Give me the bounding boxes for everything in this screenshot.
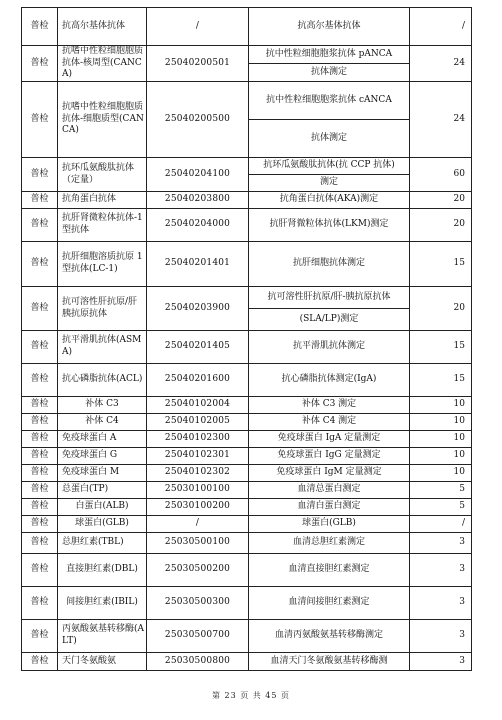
table-row — [22, 8, 472, 46]
cell-price: 10 — [410, 414, 472, 431]
cell-charge-item: 抗环瓜氨酸肽抗体(抗 CCP 抗体) — [249, 158, 410, 175]
cell-charge-item: 免疫球蛋白 IgA 定量测定 — [249, 431, 410, 448]
cell-item-name: 白蛋白(ALB) — [58, 499, 147, 516]
cell-code: 25040102004 — [147, 397, 249, 414]
cell-code: 25040102302 — [147, 465, 249, 482]
cell-charge-item: 免疫球蛋白 IgM 定量测定 — [249, 465, 410, 482]
cell-type: 普检 — [22, 431, 58, 448]
cell-price: 24 — [410, 82, 472, 158]
cell-charge-item: 抗肝肾微粒体抗体(LKM)测定 — [249, 209, 410, 242]
cell-charge-item: 抗体测定 — [249, 64, 410, 82]
cell-charge-item: 血清间接胆红素测定 — [249, 587, 410, 620]
cell-type: 普检 — [22, 465, 58, 482]
cell-type: 普检 — [22, 331, 58, 364]
cell-type: 普检 — [22, 482, 58, 499]
cell-charge-item: 血清总蛋白测定 — [249, 482, 410, 499]
cell-price: / — [410, 516, 472, 533]
cell-code: 25030100200 — [147, 499, 249, 516]
cell-charge-item: 补体 C4 测定 — [249, 414, 410, 431]
cell-item-name: 球蛋白(GLB) — [58, 516, 147, 533]
cell-price: 3 — [410, 554, 472, 587]
cell-item-name: 总蛋白(TP) — [58, 482, 147, 499]
cell-charge-item: (SLA/LP)测定 — [249, 309, 410, 331]
table-row — [22, 431, 472, 448]
cell-charge-item: 血清丙氨酸氨基转移酶测定 — [249, 620, 410, 653]
cell-code: 25040201401 — [147, 242, 249, 287]
cell-price: 3 — [410, 620, 472, 653]
cell-charge-item: 抗心磷脂抗体测定(IgA) — [249, 364, 410, 397]
cell-price: 60 — [410, 158, 472, 192]
cell-type: 普检 — [22, 192, 58, 209]
cell-type: 普检 — [22, 587, 58, 620]
cell-code: 25030500700 — [147, 620, 249, 653]
cell-charge-item: 抗体测定 — [249, 120, 410, 158]
cell-type: 普检 — [22, 414, 58, 431]
cell-item-name: 抗角蛋白抗体 — [58, 192, 147, 209]
cell-charge-item: 免疫球蛋白 IgG 定量测定 — [249, 448, 410, 465]
table-row — [22, 533, 472, 554]
cell-price: 20 — [410, 192, 472, 209]
cell-type: 普检 — [22, 653, 58, 671]
cell-charge-item: 血清天门冬氨酸氨基转移酶测 — [249, 653, 410, 671]
cell-type: 普检 — [22, 8, 58, 46]
table-row — [22, 554, 472, 587]
cell-code: 25040102005 — [147, 414, 249, 431]
cell-price: 3 — [410, 653, 472, 671]
cell-item-name: 丙氨酸氨基转移酶(ALT) — [58, 620, 147, 653]
cell-price: 24 — [410, 46, 472, 82]
cell-code: 25040203900 — [147, 287, 249, 331]
cell-type: 普检 — [22, 620, 58, 653]
cell-type: 普检 — [22, 364, 58, 397]
cell-charge-item: 抗肝细胞抗体测定 — [249, 242, 410, 287]
cell-code: 25040204100 — [147, 158, 249, 192]
cell-code: 25030500100 — [147, 533, 249, 554]
cell-type: 普检 — [22, 287, 58, 331]
cell-item-name: 抗肝细胞溶质抗原 1 型抗体(LC-1) — [58, 242, 147, 287]
cell-price: 10 — [410, 465, 472, 482]
cell-item-name: 补体 C4 — [58, 414, 147, 431]
cell-price: 10 — [410, 431, 472, 448]
table-row — [22, 448, 472, 465]
cell-type: 普检 — [22, 158, 58, 192]
cell-item-name: 抗嗜中性粒细胞胞质抗体-细胞质型(CANCA) — [58, 82, 147, 158]
cell-code: 25040201600 — [147, 364, 249, 397]
cell-charge-item: 血清总胆红素测定 — [249, 533, 410, 554]
cell-type: 普检 — [22, 554, 58, 587]
cell-code: 25030500200 — [147, 554, 249, 587]
cell-type: 普检 — [22, 499, 58, 516]
cell-charge-item: 血清直接胆红素测定 — [249, 554, 410, 587]
cell-price: 15 — [410, 364, 472, 397]
table-row — [22, 364, 472, 397]
cell-type: 普检 — [22, 46, 58, 82]
cell-item-name: 天门冬氨酸氨 — [58, 653, 147, 671]
cell-item-name: 免疫球蛋白 A — [58, 431, 147, 448]
cell-price: 5 — [410, 482, 472, 499]
fee-table-body — [22, 8, 472, 671]
page-footer: 第 23 页 共 45 页 — [211, 691, 291, 700]
fee-table — [21, 7, 472, 671]
table-row — [22, 414, 472, 431]
cell-code: 25040200501 — [147, 46, 249, 82]
cell-price: 3 — [410, 533, 472, 554]
cell-item-name: 抗高尔基体抗体 — [58, 8, 147, 46]
cell-code: 25040203800 — [147, 192, 249, 209]
cell-code: 25030500800 — [147, 653, 249, 671]
cell-charge-item: 抗平滑肌抗体测定 — [249, 331, 410, 364]
cell-item-name: 补体 C3 — [58, 397, 147, 414]
cell-code: 25040204000 — [147, 209, 249, 242]
cell-code: / — [147, 516, 249, 533]
cell-charge-item: 抗高尔基体抗体 — [249, 8, 410, 46]
cell-type: 普检 — [22, 82, 58, 158]
cell-charge-item: 抗中性粒细胞胞浆抗体 cANCA — [249, 82, 410, 120]
table-row — [22, 587, 472, 620]
cell-code: 25040200500 — [147, 82, 249, 158]
cell-item-name: 免疫球蛋白 M — [58, 465, 147, 482]
cell-code: 25030100100 — [147, 482, 249, 499]
cell-item-name: 间接胆红素(IBIL) — [58, 587, 147, 620]
cell-price: 5 — [410, 499, 472, 516]
cell-item-name: 免疫球蛋白 G — [58, 448, 147, 465]
cell-charge-item: 抗可溶性肝抗原/肝-胰抗原抗体 — [249, 287, 410, 309]
cell-charge-item: 球蛋白(GLB) — [249, 516, 410, 533]
table-row — [22, 516, 472, 533]
table-row — [22, 465, 472, 482]
cell-charge-item: 抗中性粒细胞胞浆抗体 pANCA — [249, 46, 410, 64]
cell-item-name: 抗环瓜氨酸肽抗体（定量） — [58, 158, 147, 192]
cell-code: / — [147, 8, 249, 46]
cell-code: 25040201405 — [147, 331, 249, 364]
table-row — [22, 331, 472, 364]
cell-item-name: 总胆红素(TBL) — [58, 533, 147, 554]
cell-price: 3 — [410, 587, 472, 620]
cell-price: 10 — [410, 448, 472, 465]
cell-charge-item: 抗角蛋白抗体(AKA)测定 — [249, 192, 410, 209]
cell-type: 普检 — [22, 533, 58, 554]
cell-charge-item: 血清白蛋白测定 — [249, 499, 410, 516]
cell-type: 普检 — [22, 209, 58, 242]
cell-charge-item: 补体 C3 测定 — [249, 397, 410, 414]
table-row — [22, 287, 472, 309]
cell-type: 普检 — [22, 516, 58, 533]
table-row — [22, 158, 472, 175]
cell-price: 15 — [410, 331, 472, 364]
table-row — [22, 242, 472, 287]
cell-charge-item: 测定 — [249, 175, 410, 192]
table-row — [22, 192, 472, 209]
cell-type: 普检 — [22, 397, 58, 414]
cell-price: 20 — [410, 209, 472, 242]
cell-price: 20 — [410, 287, 472, 331]
cell-price: 10 — [410, 397, 472, 414]
table-row — [22, 499, 472, 516]
cell-item-name: 直接胆红素(DBL) — [58, 554, 147, 587]
cell-price: / — [410, 8, 472, 46]
cell-item-name: 抗心磷脂抗体(ACL) — [58, 364, 147, 397]
cell-item-name: 抗可溶性肝抗原/肝胰抗原抗体 — [58, 287, 147, 331]
table-row — [22, 46, 472, 64]
table-row — [22, 653, 472, 671]
cell-item-name: 抗嗜中性粒细胞胞质抗体-核周型(CANCA) — [58, 46, 147, 82]
table-row — [22, 82, 472, 120]
table-row — [22, 209, 472, 242]
table-row — [22, 482, 472, 499]
table-row — [22, 397, 472, 414]
cell-code: 25040102300 — [147, 431, 249, 448]
cell-type: 普检 — [22, 242, 58, 287]
cell-code: 25030500300 — [147, 587, 249, 620]
table-row — [22, 620, 472, 653]
cell-price: 15 — [410, 242, 472, 287]
cell-item-name: 抗平滑肌抗体(ASMA) — [58, 331, 147, 364]
cell-type: 普检 — [22, 448, 58, 465]
cell-code: 25040102301 — [147, 448, 249, 465]
cell-item-name: 抗肝肾微粒体抗体-1 型抗体 — [58, 209, 147, 242]
